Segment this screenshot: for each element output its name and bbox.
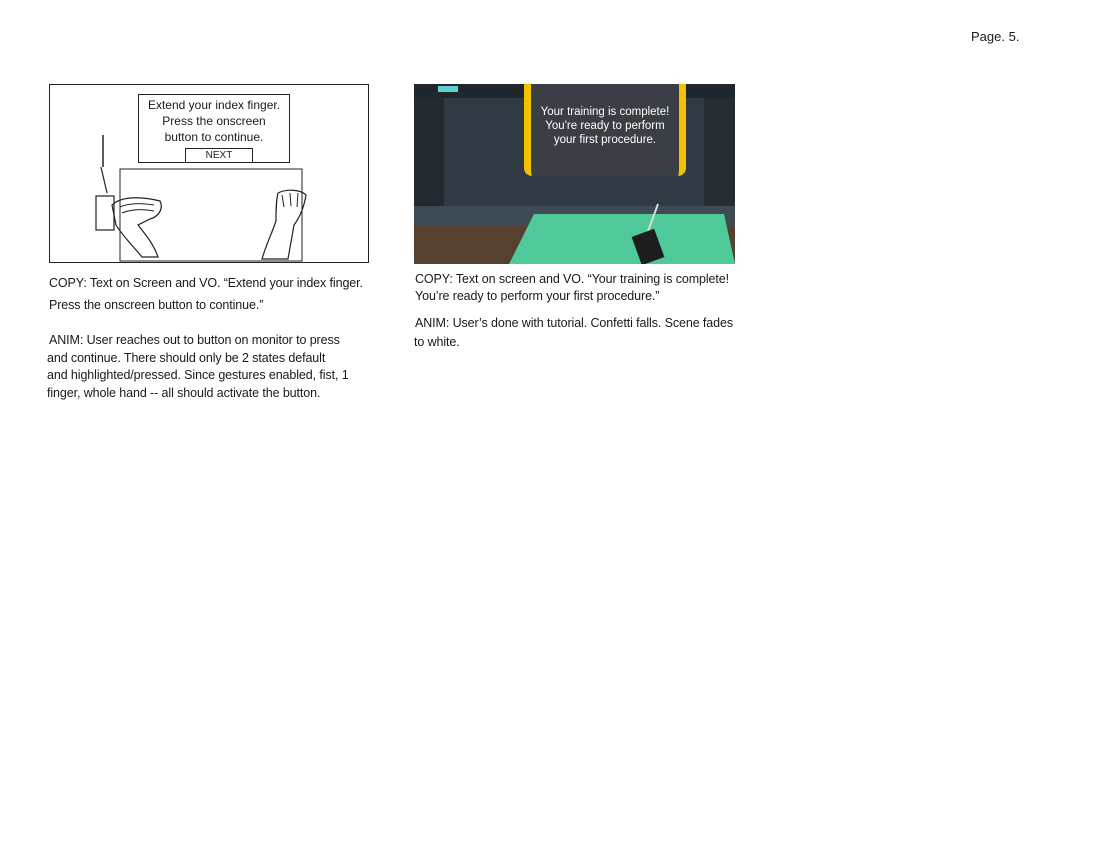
dialog-line: Press the onscreen (162, 114, 266, 128)
frame-1-anim-caption (47, 332, 349, 402)
sign-line: Your training is complete! (540, 106, 670, 118)
caption-line: and highlighted/pressed. Since gestures enabled, fist, 1 (47, 368, 349, 382)
tool-body (96, 196, 114, 230)
caption-line: Press the onscreen button to continue.” (49, 298, 264, 312)
storyboard-frame-1 (49, 84, 369, 263)
floor-mat (509, 214, 735, 264)
caption-line: ANIM: User’s done with tutorial. Confetti falls. Scene fades (415, 316, 733, 330)
caption-line: to white. (414, 335, 460, 349)
monitor-outline (120, 169, 302, 261)
sign-line: your first procedure. (553, 134, 657, 146)
onscreen-dialog (138, 94, 290, 163)
sign-line: You're ready to perform (545, 120, 665, 132)
caption-line: COPY: Text on screen and VO. “Your training is complete! (415, 272, 730, 286)
ceiling-light (438, 86, 458, 92)
dialog-line: button to continue. (164, 130, 264, 144)
vr-sign-panel (524, 84, 686, 176)
caption-line: finger, whole hand -- all should activate the button. (47, 385, 321, 400)
left-hand (112, 198, 161, 257)
frame-1-copy-caption (49, 272, 363, 316)
dialog-line: Extend your index finger. (147, 98, 281, 112)
caption-line: ANIM: User reaches out to button on monitor to press (49, 333, 340, 347)
next-button[interactable]: NEXT (185, 148, 253, 163)
caption-line: COPY: Text on Screen and VO. “Extend your index finger. (49, 276, 363, 290)
right-hand (262, 190, 306, 259)
frame-2-copy-caption (415, 271, 729, 305)
caption-line: You’re ready to perform your first procedure.” (415, 289, 660, 303)
page-number: Page. 5. (971, 29, 1020, 44)
storyboard-frame-2 (414, 84, 735, 264)
frame-2-anim-caption (414, 314, 733, 352)
caption-line: and continue. There should only be 2 states default (47, 350, 326, 365)
